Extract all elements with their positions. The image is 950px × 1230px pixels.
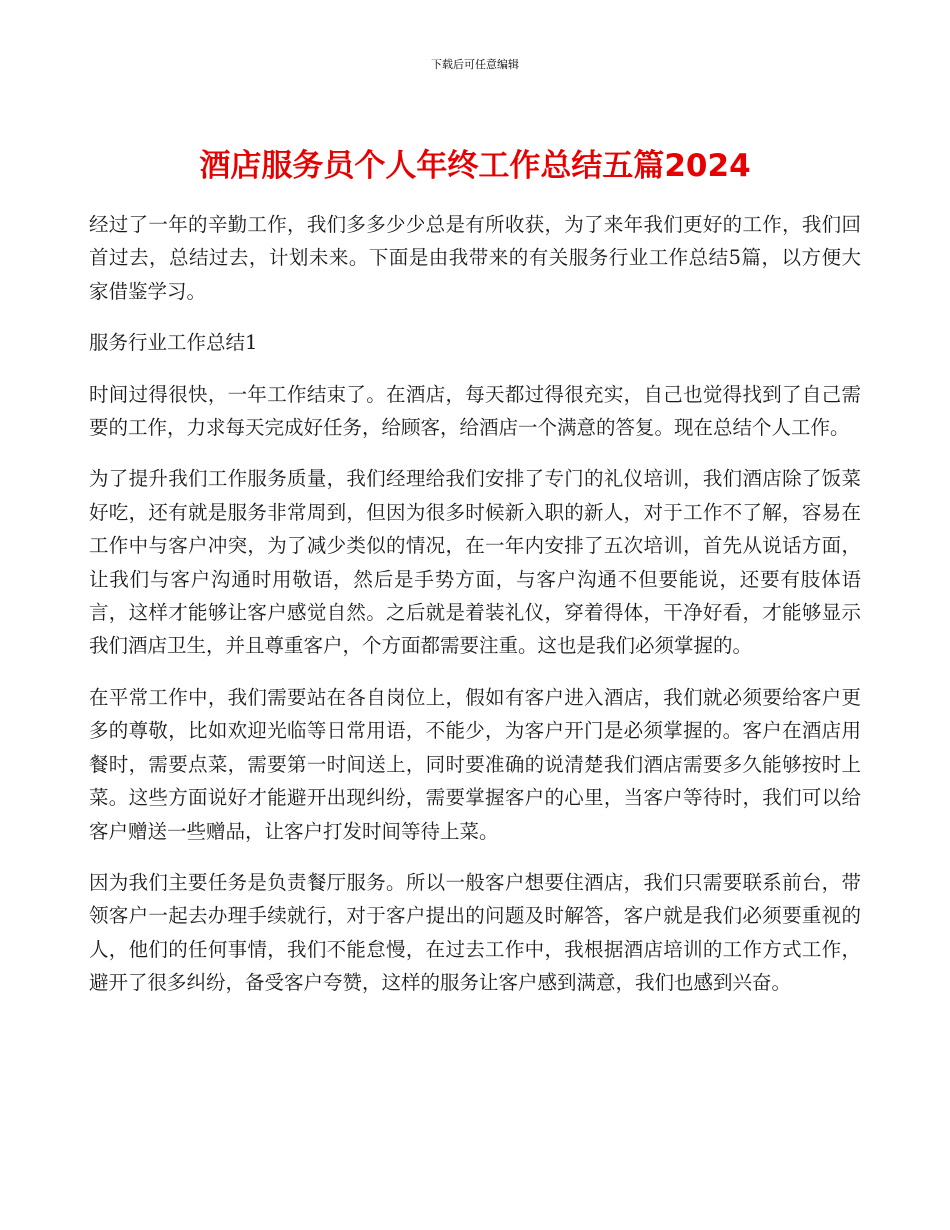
document-title: 酒店服务员个人年终工作总结五篇2024: [199, 148, 751, 184]
page-header-note: 下载后可任意编辑: [431, 58, 519, 71]
section-heading: 服务行业工作总结1: [89, 331, 258, 355]
intro-paragraph: 经过了一年的辛勤工作，我们多多少少总是有所收获，为了来年我们更好的工作，我们回首过去，总结过去，计划未来。下面是由我带来的有关服务行业工作总结5篇，以方便大家借鉴学习。: [89, 213, 861, 303]
body-paragraph: 为了提升我们工作服务质量，我们经理给我们安排了专门的礼仪培训，我们酒店除了饭菜好吃，还有就是服务非常周到，但因为很多时候新入职的新人，对于工作不了解，容易在工作中与客户冲突，为了减少类似的情况，在一年内安排了五次培训，首先从说话方面，让我们与客户沟通时用敬语，然后是手势方面，与客户沟通不但要能说，还要有肢体语言，这样才能够让客户感觉自然。之后就是着装礼仪，穿着得体，干净好看，才能够显示我们酒店卫生，并且尊重客户，个方面都需要注重。这也是我们必须掌握的。: [89, 467, 861, 658]
document-body: [89, 208, 861, 1018]
body-paragraph: 时间过得很快，一年工作结束了。在酒店，每天都过得很充实，自己也觉得找到了自己需要的工作，力求每天完成好任务，给顾客，给酒店一个满意的答复。现在总结个人工作。: [89, 382, 861, 440]
body-paragraph: 在平常工作中，我们需要站在各自岗位上，假如有客户进入酒店，我们就必须要给客户更多的尊敬，比如欢迎光临等日常用语，不能少，为客户开门是必须掌握的。客户在酒店用餐时，需要点菜，需要第一时间送上，同时要准确的说清楚我们酒店需要多久能够按时上菜。这些方面说好才能避开出现纠纷，需要掌握客户的心里，当客户等待时，我们可以给客户赠送一些赠品，让客户打发时间等待上菜。: [89, 685, 861, 843]
body-paragraph: 因为我们主要任务是负责餐厅服务。所以一般客户想要住酒店，我们只需要联系前台，带领客户一起去办理手续就行，对于客户提出的问题及时解答，客户就是我们必须要重视的人，他们的任何事情，我们不能怠慢，在过去工作中，我根据酒店培训的工作方式工作，避开了很多纠纷，备受客户夸赞，这样的服务让客户感到满意，我们也感到兴奋。: [89, 870, 861, 995]
